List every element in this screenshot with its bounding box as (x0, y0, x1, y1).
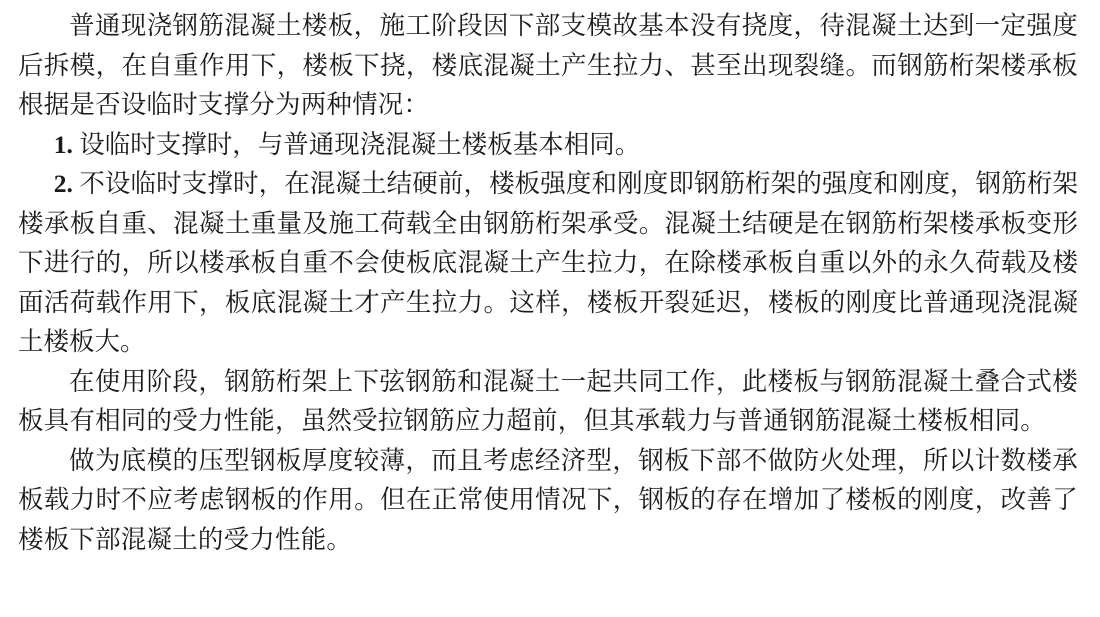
list-item (18, 125, 1078, 165)
list-item-text: 不设临时支撑时，在混凝土结硬前，楼板强度和刚度即钢筋桁架的强度和刚度，钢筋桁架楼承板自重、混凝土重量及施工荷载全由钢筋桁架承受。混凝土结硬是在钢筋桁架楼承板变形下进行的，所以楼承板自重不会使板底混凝土产生拉力，在除楼承板自重以外的永久荷载及楼面活荷载作用下，板底混凝土才产生拉力。这样，楼板开裂延迟，楼板的刚度比普通现浇混凝土楼板大。 (18, 169, 1079, 356)
list-item (18, 164, 1078, 362)
paragraph-intro: 普通现浇钢筋混凝土楼板，施工阶段因下部支模故基本没有挠度，待混凝土达到一定强度后拆模，在自重作用下，楼板下挠，楼底混凝土产生拉力、甚至出现裂缝。而钢筋桁架楼承板根据是否设临时支撑分为两种情况： (18, 11, 1078, 119)
numbered-list (18, 125, 1078, 362)
list-item-marker: 1. (53, 129, 73, 159)
list-item-text: 设临时支撑时，与普通现浇混凝土楼板基本相同。 (79, 129, 641, 159)
paragraph-service-stage: 在使用阶段，钢筋桁架上下弦钢筋和混凝土一起共同工作，此楼板与钢筋混凝土叠合式楼板具有相同的受力性能，虽然受拉钢筋应力超前，但其承载力与普通钢筋混凝土楼板相同。 (18, 366, 1078, 435)
list-item-marker: 2. (53, 169, 73, 198)
paragraph-steel-deck: 做为底模的压型钢板厚度较薄，而且考虑经济型，钢板下部不做防火处理，所以计数楼承板载力时不应考虑钢板的作用。但在正常使用情况下，钢板的存在增加了楼板的刚度，改善了楼板下部混凝土的受力性能。 (18, 445, 1078, 554)
